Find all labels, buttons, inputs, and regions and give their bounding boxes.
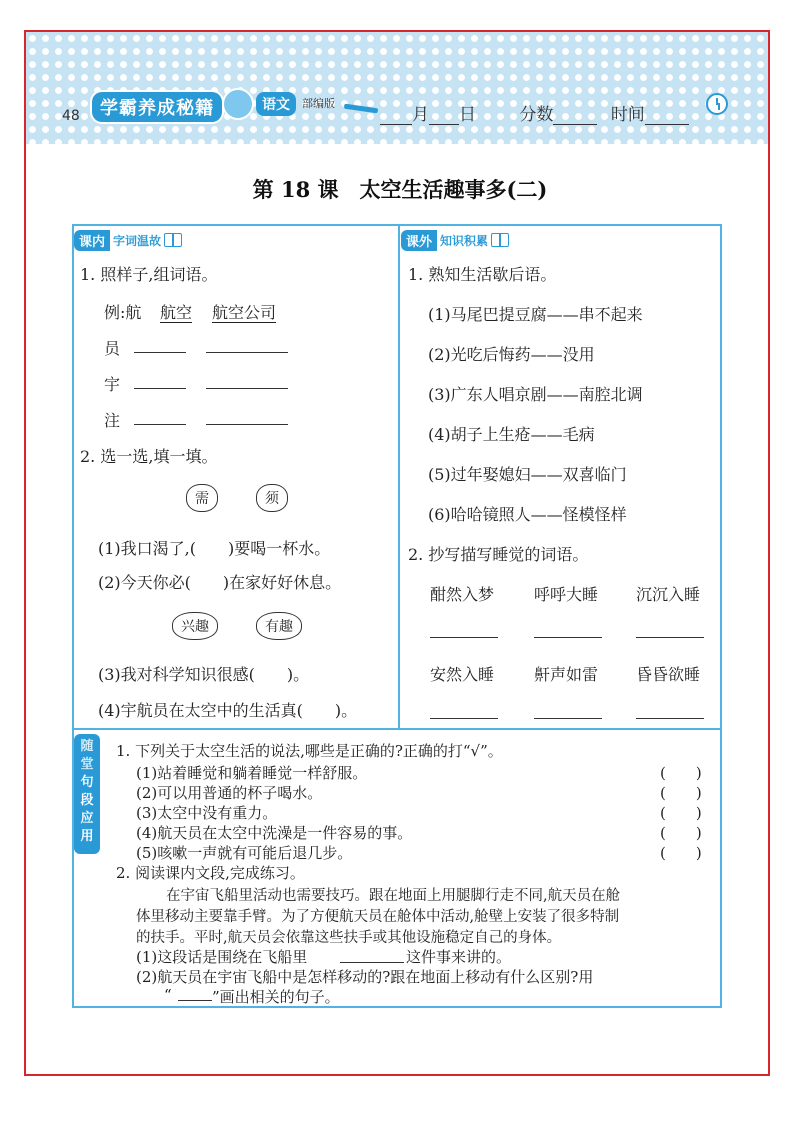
sleep-word: 呼呼大睡 — [534, 585, 599, 604]
left-q2-title: 2. 选一选,填一填。 — [80, 447, 218, 466]
copy-line[interactable] — [430, 637, 498, 638]
day-blank[interactable] — [429, 108, 459, 125]
answer-line[interactable] — [134, 424, 186, 425]
example-word1: 航空 — [160, 303, 193, 322]
copy-line[interactable] — [534, 718, 602, 719]
sleep-word: 昏昏欲睡 — [636, 665, 701, 684]
extracurricular-tag-main: 课外 — [401, 230, 437, 251]
example-word2: 航空公司 — [212, 303, 277, 322]
judge-item: (1)站着睡觉和躺着睡觉一样舒服。 — [136, 764, 368, 782]
extracurricular-tag-sub: 知识积累 — [440, 233, 489, 248]
score-label: 分数 — [519, 105, 554, 125]
brand-logo: 学霸养成秘籍 — [92, 92, 222, 122]
answer-paren[interactable]: ( ) — [660, 784, 702, 802]
passage-line: 体里移动主要靠手臂。为了方便航天员在舱体中活动,舱壁上安装了很多特制 — [136, 909, 620, 925]
answer-line[interactable] — [134, 352, 186, 353]
in-class-tag-main: 课内 — [74, 230, 110, 251]
application-tag-char: 应 — [80, 811, 94, 826]
subject-badge: 语文 — [256, 92, 296, 116]
example-label: 例:航 — [104, 303, 142, 322]
application-tag — [74, 734, 100, 854]
idiom-item: (5)过年娶媳妇——双喜临门 — [428, 465, 627, 484]
idiom-item: (2)光吃后悔药——没用 — [428, 345, 595, 364]
word-bubble: 兴趣 — [172, 612, 218, 640]
score-blank[interactable] — [553, 108, 597, 125]
idiom-item: (6)哈哈镜照人——怪模怪样 — [428, 505, 627, 524]
page-number: 48 — [62, 108, 80, 124]
answer-paren[interactable]: ( ) — [660, 844, 702, 862]
idiom-item: (3)广东人唱京剧——南腔北调 — [428, 385, 643, 404]
month-blank[interactable] — [380, 108, 412, 125]
time-label: 时间 — [610, 105, 645, 125]
answer-line[interactable] — [206, 388, 288, 389]
answer-paren[interactable]: ( ) — [660, 764, 702, 782]
sub-question-2c: ”画出相关的句子。 — [212, 988, 340, 1006]
fill-item: (2)今天你必( )在家好好休息。 — [98, 573, 342, 592]
answer-line[interactable] — [206, 424, 288, 425]
edition-label: 部编版 — [302, 97, 335, 110]
sleep-word: 酣然入梦 — [430, 585, 495, 604]
extracurricular-tag — [401, 229, 509, 251]
answer-line[interactable] — [134, 388, 186, 389]
application-tag-char: 随 — [80, 739, 94, 754]
sub-question-2b: “ — [164, 986, 172, 1004]
day-label: 日 — [459, 105, 476, 125]
fill-item: (1)我口渴了,( )要喝一杯水。 — [98, 539, 331, 558]
sub-question-1b: 这件事来讲的。 — [406, 948, 512, 966]
word-bubble: 须 — [256, 484, 288, 512]
application-tag-char: 用 — [80, 829, 94, 844]
left-q1-title: 1. 照样子,组词语。 — [80, 265, 218, 284]
application-tag-char: 堂 — [80, 757, 94, 772]
in-class-tag — [74, 229, 182, 251]
idiom-item: (1)马尾巴提豆腐——串不起来 — [428, 305, 643, 324]
book-icon — [491, 233, 509, 247]
right-q1-title: 1. 熟知生活歇后语。 — [408, 265, 557, 284]
application-tag-char: 句 — [80, 775, 94, 790]
in-class-tag-sub: 字词温故 — [113, 233, 162, 248]
judge-item: (4)航天员在太空中洗澡是一件容易的事。 — [136, 824, 413, 842]
word-bubble: 需 — [186, 484, 218, 512]
judge-item: (2)可以用普通的杯子喝水。 — [136, 784, 323, 802]
sub-question-1a: (1)这段话是围绕在飞船里 — [136, 948, 308, 966]
word-bubble: 有趣 — [256, 612, 302, 640]
mascot-icon — [222, 88, 254, 120]
copy-line[interactable] — [534, 637, 602, 638]
answer-line[interactable] — [206, 352, 288, 353]
judge-item: (5)咳嗽一声就有可能后退几步。 — [136, 844, 353, 862]
date-score-fields — [380, 100, 689, 125]
answer-paren[interactable]: ( ) — [660, 804, 702, 822]
char-1: 员 — [104, 339, 121, 358]
clock-icon — [706, 93, 728, 115]
answer-line[interactable] — [340, 962, 404, 963]
char-2: 宇 — [104, 375, 121, 394]
bottom-q2-title: 2. 阅读课内文段,完成练习。 — [116, 864, 305, 882]
passage-line: 在宇宙飞船里活动也需要技巧。跟在地面上用腿脚行走不同,航天员在舱 — [166, 888, 621, 904]
time-blank[interactable] — [645, 108, 689, 125]
bottom-q1-title: 1. 下列关于太空生活的说法,哪些是正确的?正确的打“√”。 — [116, 742, 503, 760]
sleep-word: 沉沉入睡 — [636, 585, 701, 604]
fill-item: (3)我对科学知识很感( )。 — [98, 665, 310, 684]
fill-item: (4)宇航员在太空中的生活真( )。 — [98, 701, 358, 720]
application-tag-char: 段 — [80, 793, 94, 808]
copy-line[interactable] — [430, 718, 498, 719]
underline-sample — [178, 1000, 212, 1001]
sleep-word: 安然入睡 — [430, 665, 495, 684]
book-icon — [164, 233, 182, 247]
sleep-word: 鼾声如雷 — [534, 665, 599, 684]
char-3: 注 — [104, 411, 121, 430]
lesson-title: 第 18 课 太空生活趣事多(二) — [252, 177, 548, 202]
right-q2-title: 2. 抄写描写睡觉的词语。 — [408, 545, 589, 564]
idiom-item: (4)胡子上生疮——毛病 — [428, 425, 595, 444]
copy-line[interactable] — [636, 637, 704, 638]
sub-question-2a: (2)航天员在宇宙飞船中是怎样移动的?跟在地面上移动有什么区别?用 — [136, 968, 594, 986]
answer-paren[interactable]: ( ) — [660, 824, 702, 842]
month-label: 月 — [412, 105, 429, 125]
copy-line[interactable] — [636, 718, 704, 719]
passage-line: 的扶手。平时,航天员会依靠这些扶手或其他设施稳定自己的身体。 — [136, 930, 562, 946]
judge-item: (3)太空中没有重力。 — [136, 804, 278, 822]
